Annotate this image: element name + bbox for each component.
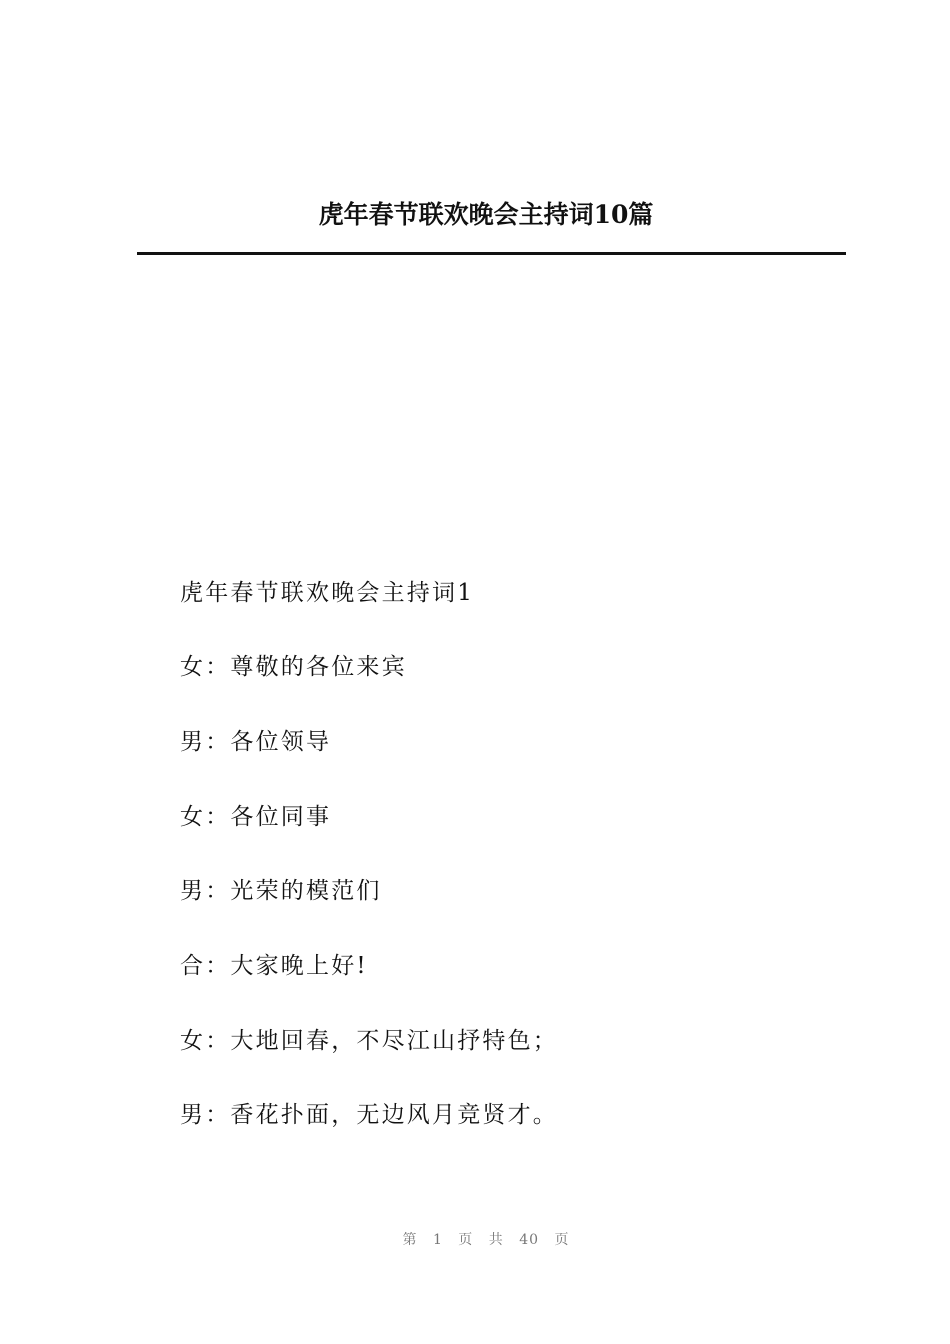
page-title: 虎年春节联欢晚会主持词10篇 <box>318 200 654 229</box>
title-divider <box>137 252 846 255</box>
text-line: 女：各位同事 <box>180 804 332 830</box>
text-line: 男：香花扑面，无边风月竞贤才。 <box>180 1102 558 1128</box>
text-line: 合：大家晚上好! <box>180 953 368 979</box>
text-line: 女：尊敬的各位来宾 <box>180 654 407 680</box>
text-line: 男：各位领导 <box>180 729 332 755</box>
text-line: 男：光荣的模范们 <box>180 878 382 904</box>
section-heading: 虎年春节联欢晚会主持词1 <box>180 580 475 606</box>
text-line: 女：大地回春，不尽江山抒特色； <box>180 1028 558 1054</box>
page-number-footer: 第 1 页 共 40 页 <box>402 1232 570 1248</box>
